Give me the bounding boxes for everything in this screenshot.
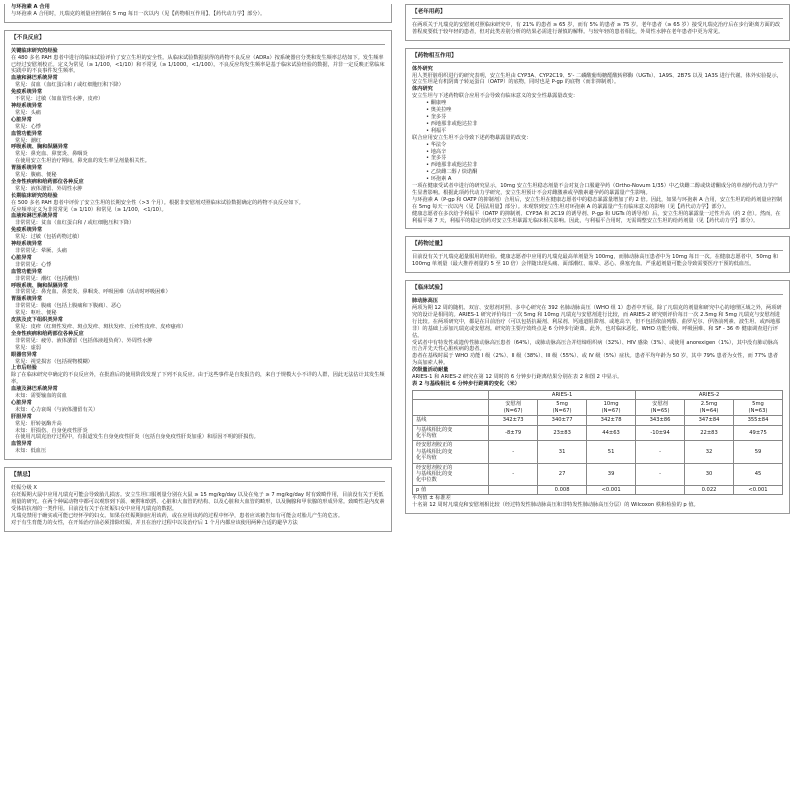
table-cell: 39: [587, 463, 636, 485]
contraindications-section: [4, 467, 392, 531]
soc-entry: 常见：呕吐、便秘: [15, 310, 57, 317]
soc-heading: 血管功能异常: [11, 130, 43, 137]
table-note-1: 平均值 ± 标准差: [412, 495, 451, 502]
soc-entry: 常见：液体潴留、外周性水肿: [15, 185, 83, 192]
table-column-header: 2.5mg (N=64): [685, 400, 734, 416]
soc-entry: 在使用凡瑞克治疗过程中，有报道发生自身免疫性肝炎（包括自身免疫性肝炎加重）和原因不明的肝损伤。: [15, 434, 259, 441]
long-term-heading: 长期临床研究的经验: [11, 192, 58, 199]
group-header-aries-2: ARIES-2: [636, 390, 783, 399]
post-marketing-heading: 上市后经验: [11, 365, 37, 372]
adverse-reactions-section: [4, 30, 392, 460]
drug-list-item: • 环孢素 A: [412, 176, 783, 183]
table-corner-cell-2: [413, 400, 489, 416]
table-row-label: 基线: [413, 416, 489, 425]
table-cell: 342±78: [587, 416, 636, 425]
table-group-header-row: [413, 390, 783, 399]
overdose-title: 【药物过量】: [412, 241, 783, 251]
soc-entry: 常见：贫血（血红蛋白和 / 或红细胞压积下降）: [15, 82, 124, 89]
exercise-capacity-heading: 次级量活动耐量: [412, 367, 449, 374]
soc-heading: 血液和淋巴系统异常: [11, 75, 58, 82]
soc-entry: 未知：需要输血的贫血: [15, 393, 67, 400]
drug-list-item: • 利福平: [412, 128, 783, 135]
post-marketing-soc-list: [11, 386, 385, 455]
adverse-reactions-title: 【不良反应】: [11, 35, 385, 45]
drug-list-item: • 乙炔雌二醇 / 炔诺酮: [412, 169, 783, 176]
table-row-label: 经安慰剂校正的 与基线相比的变 化平均值: [413, 441, 489, 463]
soc-entry: 常见：腹痛、便秘: [15, 172, 57, 179]
soc-heading: 呼吸系统、胸和纵隔异常: [11, 282, 69, 289]
soc-heading: 免疫系统异常: [11, 227, 43, 234]
drug-list-item: • 地高辛: [412, 149, 783, 156]
table-cell: -: [636, 463, 685, 485]
soc-heading: 心脏异常: [11, 399, 32, 406]
contraindications-title: 【禁忌】: [11, 472, 385, 482]
long-term-intro: 在 500 多名 PAH 患者中评价了安立生坦的长期安全性（>3 个月）。根据非安慰剂对照临床试验数据确定的药物不良反应如下。: [11, 199, 304, 206]
soc-heading: 血液及淋巴系统异常: [11, 386, 58, 393]
elderly-title: 【老年用药】: [412, 9, 783, 19]
soc-entry: 常见：潮红: [15, 137, 41, 144]
elderly-section: [405, 4, 790, 41]
table-cell: 22±83: [685, 425, 734, 441]
table-column-header: 安慰剂 (N=67): [489, 400, 538, 416]
soc-entry: 在使用安立生坦治疗期间，鼻充血的发生率呈剂量相关性。: [15, 158, 150, 165]
pah-text-2: 受试者中有特发性或遗传性肺动脉高压患者（64%），或肺动脉高压合并结缔组织病（32%）、HIV 感染（3%）、或使用 anorexigen（1%），其中没有肺动脉高压合并先天性心脏疾病的患者。: [412, 339, 779, 353]
contraindications-text: 在妊娠期大鼠中应用凡瑞克可能会导致胎儿损害。安立生坦口服剂量分别在大鼠 ≥ 15 mg/kg/day 以及在兔子 ≥ 7 mg/kg/day 时有致畸作用，目前没有关于更低剂量的研究。在两个种属动物中都可以观察到下颌、硬腭和软腭、心脏和大血管的结构、以及心脏和大血管的畸形，以及胸腺和甲状腺的形成异常。致畸性是内皮素受体拮抗剂的一类作用。目前没有关于在妊娠妇女中应用凡瑞克的数据。: [11, 492, 385, 512]
soc-entry: 未知：心力衰竭（与液体潴留有关）: [15, 406, 99, 413]
table-column-header-row: [413, 400, 783, 416]
in-vivo-heading: 体内研究: [412, 86, 433, 93]
soc-heading: 心脏异常: [11, 254, 32, 261]
drug-list-item: • 酮康唑: [412, 100, 783, 107]
table-body: [413, 416, 783, 495]
soc-entry: 非常常见：腹痛（包括上腹痛和下腹痛）、恶心: [15, 303, 122, 310]
table-cell: 44±63: [587, 425, 636, 441]
table-cell: 343±86: [636, 416, 685, 425]
in-vitro-text: 用人类肝脏组织进行的研究表明，安立生坦由 CYP3A、CYP2C19、5'- 二磷酸葡萄糖醛酸转移酶（UGTs）、1A9S、2B7S 以及 1A3S 进行代谢。体外实验提示，安立生坦是有机阴离子转运蛋白（OATP）的底物，同时也是 P-gp 的底物（而非抑制剂）。: [412, 72, 782, 86]
table-cell: <0.001: [734, 485, 783, 494]
table-cell: -8±79: [489, 425, 538, 441]
soc-entry: 常见：皮疹（红斑性发疹、斑点发疹、斑状发疹、丘疹性皮疹、皮疹瘙痒）: [15, 323, 187, 330]
table-2-title: 表 2 与基线相比 6 分钟步行距离的变化（米）: [412, 380, 520, 387]
table-cell: 0.008: [538, 485, 587, 494]
table-column-header: 5mg (N=67): [538, 400, 587, 416]
soc-entry: 非常常见：鼻充血、鼻窦炎、鼻咽炎、呼吸困难（活动时呼吸困难）: [15, 289, 171, 296]
pregnancy-category: 妊娠分级 X: [11, 485, 37, 492]
drug-list-item: • 奎多芬: [412, 114, 783, 121]
table-cell: [489, 485, 538, 494]
table-cell: 340±77: [538, 416, 587, 425]
table-cell: -10±94: [636, 425, 685, 441]
table-row-label: p 值: [413, 485, 489, 494]
soc-entry: 常见：过敏（包括药物过敏）: [15, 234, 83, 241]
table-cell: -: [636, 441, 685, 463]
contraindications-text-3: 对于有生育能力的女性，在开始治疗前必须排除妊娠，并且在治疗过程中以及治疗后 1 个月内都应该使用两种合适的避孕方法: [11, 519, 298, 526]
contraceptive-paragraph: 一项在健康受试者中进行的研究显示，10mg 安立生坦稳态剂量不会对复合口服避孕药（Ortho-Novum 1/35）中乙炔雌二醇或炔诺酮成分的单剂药代动力学产生显著影响。根据此项药代动力学研究，安立生坦预计不会对雌激素或孕激素避孕药的暴露量产生影响。: [412, 183, 778, 196]
table-row: [413, 416, 783, 425]
drug-list-1: [412, 100, 783, 135]
soc-entry: 常见：头痛: [15, 109, 41, 116]
table-column-header: 10mg (N=67): [587, 400, 636, 416]
post-marketing-intro: 除了在临床研究中确定的不良反应外，在批准后的使用阶段发现了下列不良反应。由于这些事件是自发报告的，来自于规模大小不详的人群，因此无法估计其发生频率。: [11, 372, 385, 386]
soc-entry: 未知：低血压: [15, 448, 47, 455]
table-row: [413, 425, 783, 441]
soc-heading: 皮肤及皮下组织类异常: [11, 317, 63, 324]
contraindications-text-2: 凡瑞克禁用于确实或可能已经怀孕的妇女。如果在妊娠期间应用该药，或在应用该药的过程中怀孕，患者应该被告知有可能会对胎儿产生的危害。: [11, 512, 344, 519]
overdose-text: 目前没有关于凡瑞克超量服用的经验。健康志愿者中应用的凡瑞克最高单剂量为 100mg，而肺动脉高压患者中为 10mg 每日一次。在健康志愿者中，50mg 和 100mg 单剂量（最大推荐剂量的 5 至 10 倍）会伴随出现头痛、面部潮红、眩晕、恶心、鼻塞充血。严重超剂量可能会导致需要医疗干预的低血压。: [412, 254, 778, 268]
table-cell: 59: [734, 441, 783, 463]
group-header-aries-1: ARIES-1: [489, 390, 636, 399]
soc-entry: 常见：心悸: [15, 123, 41, 130]
soc-heading: 血液和淋巴系统异常: [11, 213, 58, 220]
key-trials-intro: 在 480 多名 PAH 患者中进行的临床试验评价了安立生坦的安全性。从临床试验数据获得的药物不良反应（ADRs）按系统器官分类和发生频率总结如下。发生频率已经过安慰剂校正。定义为常见（≥ 1/100，<1/10）和不常见（≥ 1/1000，<1/100）。不良反应均发生频率是基于临床试验经验的数据，并非一定反映正常临床实践中的不良事件发生频率。: [11, 54, 385, 75]
elderly-text: 在两项关于凡瑞克的安慰剂对照临床研究中，有 21% 的患者 ≥ 65 岁，而有 5% 的患者 ≥ 75 岁。老年患者（≥ 65 岁）接受凡瑞克治疗后在步行距离方面的改善程度要低于较年轻的患者，但对此类差别分析的结果必需进行谨慎的解释。与较年轻的患者相比，外周性水肿在老年患者中更为常见。: [412, 21, 781, 35]
table-column-header: 安慰剂 (N=65): [636, 400, 685, 416]
table-cell: [636, 485, 685, 494]
six-minute-walk-table: [412, 390, 783, 495]
soc-heading: 全身性疾病和给药部位各种反应: [11, 330, 84, 337]
rifampin-paragraph: 健康志愿者在多次给予利福平（OATP 的抑制剂、CYP3A 和 2C19 的诱导剂、P-gp 和 UGTs 的诱导剂）后，安立生坦的暴露量一过性升高（约 2 倍）。然而，在利福平第 7 天，利福平的稳定给药对安立生坦暴露无临床相关影响。因此，与利福平合用时，无需调整安立生坦的给药剂量（见【药代动力学】部分）。: [412, 210, 781, 224]
soc-entry: 非常常见：疲劳、液体潴留（包括体液超负荷）、外周性水肿: [15, 337, 153, 344]
table-cell: 31: [538, 441, 587, 463]
table-cell: 347±84: [685, 416, 734, 425]
table-cell: 45: [734, 463, 783, 485]
soc-heading: 血管异常: [11, 441, 32, 448]
soc-heading: 神经系统异常: [11, 102, 43, 109]
soc-heading: 肝胆异常: [11, 413, 32, 420]
soc-heading: 全身性疾病和给药部位各种反应: [11, 178, 84, 185]
left-column: [4, 4, 392, 539]
clinical-trials-title: 【临床试验】: [412, 285, 783, 295]
table-cell: 32: [685, 441, 734, 463]
soc-entry: 非常常见：潮红（包括潮热）: [15, 275, 83, 282]
soc-heading: 血管功能异常: [11, 268, 43, 275]
table-row: [413, 463, 783, 485]
table-cell: 27: [538, 463, 587, 485]
soc-entry: 常见：肝转氨酶升高: [15, 420, 62, 427]
soc-heading: 呼吸系统、胸和纵隔异常: [11, 144, 69, 151]
drug-list-2: [412, 142, 783, 183]
cyclosporine-text: 与环孢素 A 合用时，凡瑞克的剂量应控制在 5 mg 每日一次以内（见【药物相互作用】、【药代动力学】部分）。: [11, 10, 266, 17]
exercise-capacity-text: ARIES-1 和 ARIES-2 研究在第 12 周时的 6 分钟步行距离结果分别在表 2 和图 2 中显示。: [412, 374, 623, 381]
long-term-frequency-def: 反应频率定义为非常常见（≥ 1/10）和常见（≥ 1/100，<1/10）。: [11, 206, 167, 213]
soc-heading: 胃肠系统异常: [11, 165, 43, 172]
soc-entry: 常见：视觉损害（包括视物模糊）: [15, 358, 93, 365]
soc-heading: 心脏异常: [11, 116, 32, 123]
drug-list-item: • 西地那非或他达拉非: [412, 162, 783, 169]
soc-entry: 常见：虚弱: [15, 344, 41, 351]
soc-entry: 未知：肝损伤、自身免疫性肝炎: [15, 427, 88, 434]
table-cell: -: [489, 463, 538, 485]
table-row: [413, 441, 783, 463]
pah-text-3: 患者在基线时属于 WHO 功能 I 级（2%）、II 级（38%）、III 级（55%）、或 IV 级（5%）症状。患者平均年龄为 50 岁，其中 79% 患者为女性，而 77% 患者为高加索人种。: [412, 353, 779, 367]
cyclosporine-paragraph: 与环孢素 A（P-gp 和 OATP 的抑制剂）合用后，安立生坦在健康志愿者中的稳态暴露量增加了约 2 倍。因此，如果与环孢素 A 合用，安立生坦的给药剂量应控制在 5mg 每天一次以内（见【用法用量】部分）。未观察到安立生坦对环孢素 A 的暴露量产生有临床意义的影响（见【药代动力学】部分）。: [412, 196, 783, 210]
drug-list-item: • 西地那非或他达拉非: [412, 121, 783, 128]
drug-list-item: • 奎多芬: [412, 155, 783, 162]
table-cell: 30: [685, 463, 734, 485]
table-row: [413, 485, 783, 494]
table-cell: 49±75: [734, 425, 783, 441]
table-row-label: 经安慰剂校正的 与基线相比的变 化中位数: [413, 463, 489, 485]
soc-heading: 胃肠系统异常: [11, 296, 43, 303]
interactions-title: 【药物相互作用】: [412, 53, 783, 63]
soc-entry: 非常常见：贫血（血红蛋白和 / 或红细胞压积下降）: [15, 220, 135, 227]
table-cell: 0.022: [685, 485, 734, 494]
key-trials-heading: 关键临床研究的经验: [11, 47, 58, 54]
table-cell: 342±73: [489, 416, 538, 425]
in-vitro-heading: 体外研究: [412, 65, 433, 72]
table-cell: 23±83: [538, 425, 587, 441]
cyclosporine-subheading: 与环孢素 A 合用: [11, 4, 50, 10]
table-note-2: 十名第 12 周时凡瑞克和安慰剂相比较（经过特发性肺动脉高压和非特发性肺动脉高压分层）的 Wilcoxon 秩和检验的 p 值。: [412, 502, 699, 509]
table-column-header: 5mg (N=63): [734, 400, 783, 416]
drug-list-item: • 奥美拉唑: [412, 107, 783, 114]
soc-heading: 神经系统异常: [11, 241, 43, 248]
soc-heading: 眼器官异常: [11, 351, 37, 358]
soc-entry: 常见：鼻充血、鼻窦炎、鼻咽炎: [15, 151, 88, 158]
soc-entry: 非常常见：晕厥、头痛: [15, 248, 67, 254]
pah-text-1: 两项为期 12 周的随机、双盲、安慰剂对照、多中心研究在 392 名肺动脉高压（WHO 组 1）患者中开展。除了凡瑞克的剂量和研究中心的地理区域之外，两项研究的设计是相同的。ARIES-1 研究评价每日一次 5mg 和 10mg 凡瑞克与安慰剂进行比较，而 ARIES-2 研究则评价每日一次 2.5mg 和 5mg 凡瑞克与安慰剂进行比较。在两项研究中，都是在目前治疗（可以包括抗凝剂、利尿剂、钙通道阻滞剂、或地高辛，但不包括依前列醇、曲罗尼尔、伊洛前列素、波生坦、或西地那非）的基础上添加凡瑞克或安慰剂。研究的主要疗效终点是 6 分钟步行距离。此外，也对临床恶化、WHO 功能分级、呼吸困难、和 SF - 36 ® 健康调查进行评估。: [412, 305, 782, 339]
soc-heading: 免疫系统异常: [11, 89, 43, 96]
long-term-soc-list: [11, 213, 385, 365]
clinical-trials-section: [405, 280, 790, 514]
pah-heading: 肺动脉高压: [412, 298, 438, 305]
table-cell: -: [489, 441, 538, 463]
soc-entry: 非常常见：心悸: [15, 261, 52, 268]
short-term-soc-list: [11, 75, 385, 192]
table-cell: 51: [587, 441, 636, 463]
table-row-label: 与基线相比的变 化平均值: [413, 425, 489, 441]
table-cell: <0.001: [587, 485, 636, 494]
interactions-section: [405, 48, 790, 230]
drug-list-item: • 华法令: [412, 142, 783, 149]
right-column: [405, 4, 790, 521]
overdose-section: [405, 236, 790, 273]
soc-entry: 不常见：过敏（如血管性水肿，皮疹）: [15, 96, 104, 103]
table-corner-cell: [413, 390, 489, 399]
dosage-continuation: [4, 4, 392, 23]
in-vivo-intro: 安立生坦与下述药物联合应用不会导致有临床意义的安全性暴露量改变：: [412, 93, 579, 100]
drug-list-2-intro: 联合应用安立生坦不会导致下述药物暴露量的改变：: [412, 134, 532, 141]
table-cell: 355±84: [734, 416, 783, 425]
